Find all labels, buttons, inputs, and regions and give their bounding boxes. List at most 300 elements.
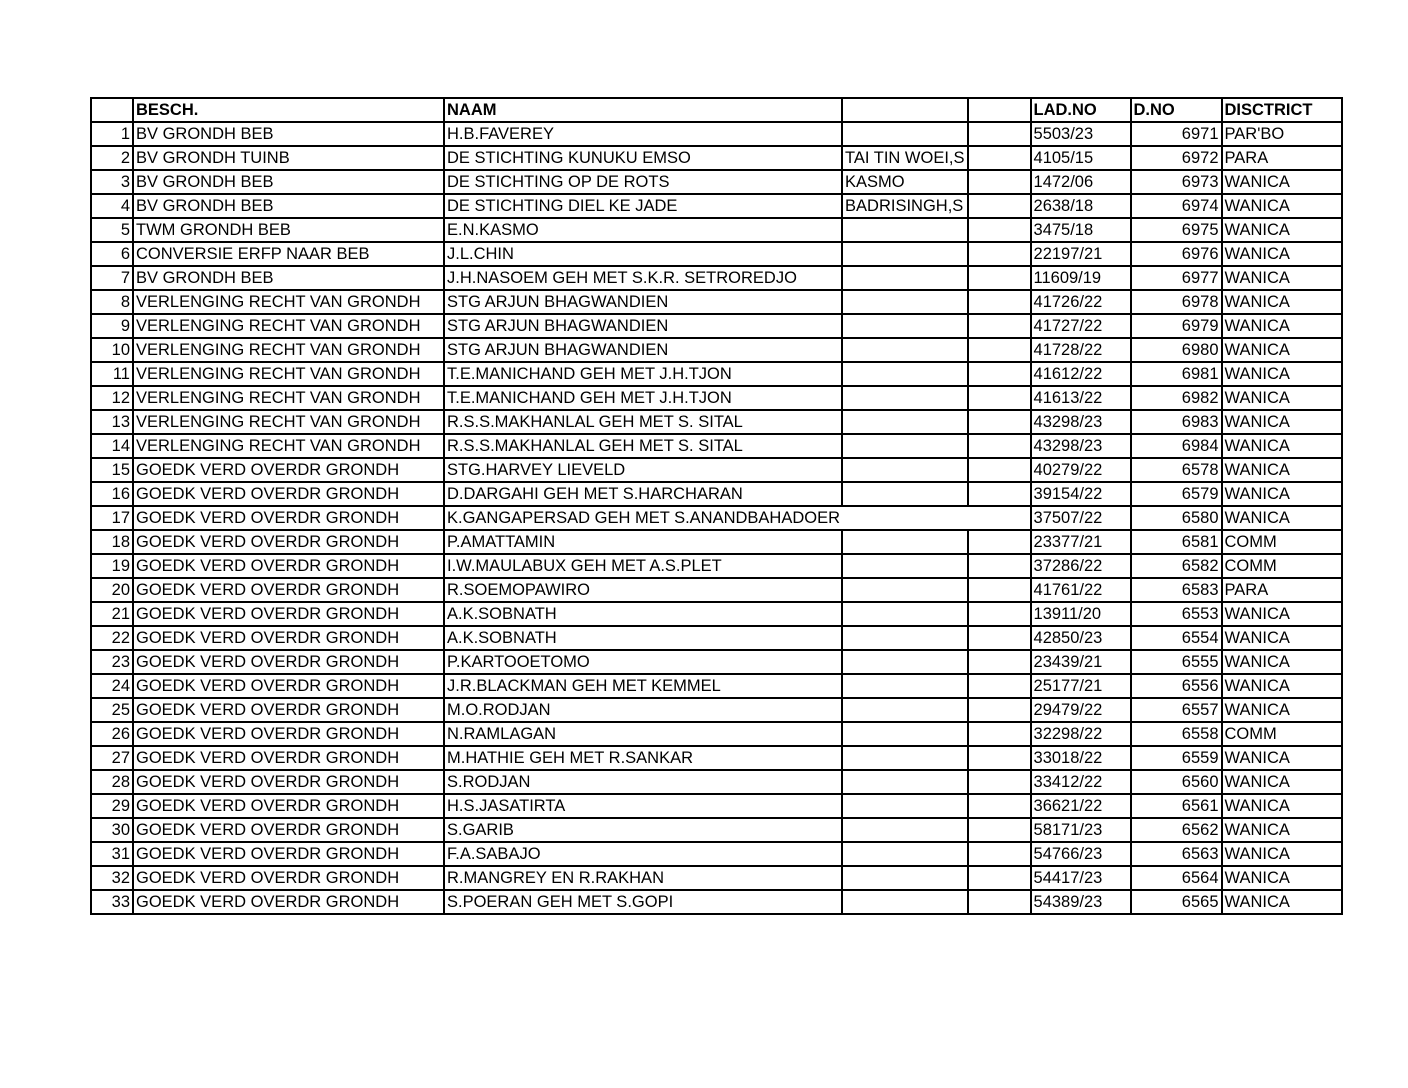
district-cell: WANICA — [1222, 314, 1342, 338]
table-row — [91, 410, 1342, 434]
d-no-cell: 6578 — [1131, 458, 1222, 482]
naam-cell: N.RAMLAGAN — [444, 722, 842, 746]
row-number-cell: 1 — [91, 122, 133, 146]
table-row — [91, 242, 1342, 266]
district-cell: WANICA — [1222, 242, 1342, 266]
row-number-cell: 7 — [91, 266, 133, 290]
lad-no-cell: 13911/20 — [1031, 602, 1131, 626]
row-number-cell: 19 — [91, 554, 133, 578]
extra-cell — [842, 122, 967, 146]
district-cell: WANICA — [1222, 890, 1342, 914]
besch-cell: CONVERSIE ERFP NAAR BEB — [133, 242, 444, 266]
besch-cell: GOEDK VERD OVERDR GRONDH — [133, 842, 444, 866]
besch-cell: GOEDK VERD OVERDR GRONDH — [133, 674, 444, 698]
extra-cell — [842, 458, 967, 482]
extra-cell — [842, 698, 967, 722]
besch-cell: GOEDK VERD OVERDR GRONDH — [133, 578, 444, 602]
besch-cell: VERLENGING RECHT VAN GRONDH — [133, 290, 444, 314]
row-number-cell: 20 — [91, 578, 133, 602]
district-cell: WANICA — [1222, 194, 1342, 218]
d-no-cell: 6561 — [1131, 794, 1222, 818]
naam-cell: STG ARJUN BHAGWANDIEN — [444, 290, 842, 314]
lad-no-cell: 58171/23 — [1031, 818, 1131, 842]
extra-cell — [842, 722, 967, 746]
blank-cell — [968, 722, 1031, 746]
blank-cell — [968, 842, 1031, 866]
naam-cell: P.AMATTAMIN — [444, 530, 842, 554]
table-row — [91, 770, 1342, 794]
naam-cell: R.S.S.MAKHANLAL GEH MET S. SITAL — [444, 434, 842, 458]
extra-cell — [842, 530, 967, 554]
extra-cell — [842, 554, 967, 578]
blank-cell — [968, 674, 1031, 698]
table-row — [91, 626, 1342, 650]
d-no-cell: 6563 — [1131, 842, 1222, 866]
table-row — [91, 698, 1342, 722]
naam-cell: J.H.NASOEM GEH MET S.K.R. SETROREDJO — [444, 266, 842, 290]
besch-cell: VERLENGING RECHT VAN GRONDH — [133, 410, 444, 434]
d-no-cell: 6557 — [1131, 698, 1222, 722]
blank-cell — [968, 146, 1031, 170]
blank-cell — [968, 170, 1031, 194]
lad-no-cell: 3475/18 — [1031, 218, 1131, 242]
register-table — [90, 97, 1343, 915]
district-cell: WANICA — [1222, 362, 1342, 386]
extra-cell: TAI TIN WOEI,S — [842, 146, 967, 170]
table-body — [91, 122, 1342, 914]
naam-cell: DE STICHTING OP DE ROTS — [444, 170, 842, 194]
table-row — [91, 722, 1342, 746]
table-row — [91, 554, 1342, 578]
d-no-cell: 6583 — [1131, 578, 1222, 602]
district-cell: COMM — [1222, 530, 1342, 554]
table-row — [91, 578, 1342, 602]
naam-cell: T.E.MANICHAND GEH MET J.H.TJON — [444, 386, 842, 410]
naam-cell: J.L.CHIN — [444, 242, 842, 266]
lad-no-cell: 40279/22 — [1031, 458, 1131, 482]
d-no-cell: 6581 — [1131, 530, 1222, 554]
district-cell: WANICA — [1222, 434, 1342, 458]
extra-cell — [842, 314, 967, 338]
blank-cell — [968, 866, 1031, 890]
d-no-cell: 6982 — [1131, 386, 1222, 410]
lad-no-cell: 29479/22 — [1031, 698, 1131, 722]
d-no-cell: 6553 — [1131, 602, 1222, 626]
district-cell: WANICA — [1222, 650, 1342, 674]
header-district: DISCTRICT — [1222, 98, 1342, 122]
table-row — [91, 122, 1342, 146]
table-row — [91, 338, 1342, 362]
blank-cell — [968, 770, 1031, 794]
d-no-cell: 6981 — [1131, 362, 1222, 386]
lad-no-cell: 23377/21 — [1031, 530, 1131, 554]
lad-no-cell: 32298/22 — [1031, 722, 1131, 746]
besch-cell: GOEDK VERD OVERDR GRONDH — [133, 506, 444, 530]
d-no-cell: 6973 — [1131, 170, 1222, 194]
district-cell: WANICA — [1222, 626, 1342, 650]
table-row — [91, 674, 1342, 698]
d-no-cell: 6582 — [1131, 554, 1222, 578]
blank-cell — [968, 194, 1031, 218]
besch-cell: BV GRONDH BEB — [133, 122, 444, 146]
besch-cell: TWM GRONDH BEB — [133, 218, 444, 242]
naam-cell: F.A.SABAJO — [444, 842, 842, 866]
table-row — [91, 266, 1342, 290]
district-cell: COMM — [1222, 554, 1342, 578]
blank-cell — [968, 650, 1031, 674]
d-no-cell: 6579 — [1131, 482, 1222, 506]
besch-cell: VERLENGING RECHT VAN GRONDH — [133, 362, 444, 386]
extra-cell — [842, 386, 967, 410]
besch-cell: GOEDK VERD OVERDR GRONDH — [133, 722, 444, 746]
besch-cell: VERLENGING RECHT VAN GRONDH — [133, 434, 444, 458]
district-cell: WANICA — [1222, 866, 1342, 890]
blank-cell — [968, 290, 1031, 314]
naam-cell: I.W.MAULABUX GEH MET A.S.PLET — [444, 554, 842, 578]
district-cell: WANICA — [1222, 338, 1342, 362]
row-number-cell: 26 — [91, 722, 133, 746]
naam-cell: S.RODJAN — [444, 770, 842, 794]
row-number-cell: 16 — [91, 482, 133, 506]
extra-cell — [842, 362, 967, 386]
lad-no-cell: 23439/21 — [1031, 650, 1131, 674]
blank-cell — [968, 626, 1031, 650]
lad-no-cell: 33018/22 — [1031, 746, 1131, 770]
besch-cell: GOEDK VERD OVERDR GRONDH — [133, 866, 444, 890]
row-number-cell: 6 — [91, 242, 133, 266]
d-no-cell: 6972 — [1131, 146, 1222, 170]
lad-no-cell: 4105/15 — [1031, 146, 1131, 170]
d-no-cell: 6559 — [1131, 746, 1222, 770]
row-number-cell: 21 — [91, 602, 133, 626]
naam-cell: E.N.KASMO — [444, 218, 842, 242]
extra-cell — [842, 626, 967, 650]
besch-cell: BV GRONDH BEB — [133, 266, 444, 290]
lad-no-cell: 39154/22 — [1031, 482, 1131, 506]
extra-cell — [842, 602, 967, 626]
district-cell: WANICA — [1222, 218, 1342, 242]
table-row — [91, 362, 1342, 386]
blank-cell — [968, 746, 1031, 770]
table-row — [91, 818, 1342, 842]
blank-cell — [968, 434, 1031, 458]
naam-cell: STG ARJUN BHAGWANDIEN — [444, 314, 842, 338]
table-row — [91, 194, 1342, 218]
besch-cell: GOEDK VERD OVERDR GRONDH — [133, 770, 444, 794]
row-number-cell: 17 — [91, 506, 133, 530]
row-number-cell: 23 — [91, 650, 133, 674]
lad-no-cell: 36621/22 — [1031, 794, 1131, 818]
lad-no-cell: 37286/22 — [1031, 554, 1131, 578]
naam-cell: K.GANGAPERSAD GEH MET S.ANANDBAHADOER — [444, 506, 842, 530]
blank-cell — [968, 122, 1031, 146]
lad-no-cell: 42850/23 — [1031, 626, 1131, 650]
extra-cell — [842, 242, 967, 266]
lad-no-cell: 41612/22 — [1031, 362, 1131, 386]
naam-cell: H.S.JASATIRTA — [444, 794, 842, 818]
table-row — [91, 290, 1342, 314]
extra-cell — [842, 434, 967, 458]
lad-no-cell: 22197/21 — [1031, 242, 1131, 266]
row-number-cell: 15 — [91, 458, 133, 482]
table-row — [91, 434, 1342, 458]
district-cell: PARA — [1222, 578, 1342, 602]
extra-cell — [842, 794, 967, 818]
besch-cell: GOEDK VERD OVERDR GRONDH — [133, 554, 444, 578]
lad-no-cell: 41726/22 — [1031, 290, 1131, 314]
district-cell: PARA — [1222, 146, 1342, 170]
besch-cell: GOEDK VERD OVERDR GRONDH — [133, 890, 444, 914]
besch-cell: BV GRONDH BEB — [133, 194, 444, 218]
lad-no-cell: 11609/19 — [1031, 266, 1131, 290]
lad-no-cell: 43298/23 — [1031, 410, 1131, 434]
naam-cell: A.K.SOBNATH — [444, 626, 842, 650]
extra-cell — [842, 410, 967, 434]
blank-cell — [968, 314, 1031, 338]
naam-cell: DE STICHTING KUNUKU EMSO — [444, 146, 842, 170]
extra-cell — [842, 746, 967, 770]
blank-cell — [968, 482, 1031, 506]
blank-cell — [968, 410, 1031, 434]
d-no-cell: 6556 — [1131, 674, 1222, 698]
row-number-cell: 18 — [91, 530, 133, 554]
header-extra — [842, 98, 967, 122]
blank-cell — [968, 890, 1031, 914]
district-cell: WANICA — [1222, 842, 1342, 866]
blank-cell — [968, 578, 1031, 602]
besch-cell: GOEDK VERD OVERDR GRONDH — [133, 626, 444, 650]
row-number-cell: 29 — [91, 794, 133, 818]
blank-cell — [968, 818, 1031, 842]
row-number-cell: 8 — [91, 290, 133, 314]
blank-cell — [968, 530, 1031, 554]
d-no-cell: 6976 — [1131, 242, 1222, 266]
d-no-cell: 6983 — [1131, 410, 1222, 434]
table-row — [91, 530, 1342, 554]
besch-cell: GOEDK VERD OVERDR GRONDH — [133, 818, 444, 842]
extra-cell — [842, 866, 967, 890]
besch-cell: GOEDK VERD OVERDR GRONDH — [133, 794, 444, 818]
blank-cell — [968, 338, 1031, 362]
row-number-cell: 10 — [91, 338, 133, 362]
lad-no-cell: 41728/22 — [1031, 338, 1131, 362]
extra-cell: KASMO — [842, 170, 967, 194]
naam-cell: A.K.SOBNATH — [444, 602, 842, 626]
district-cell: WANICA — [1222, 698, 1342, 722]
d-no-cell: 6978 — [1131, 290, 1222, 314]
header-number — [91, 98, 133, 122]
extra-cell — [842, 506, 967, 530]
blank-cell — [968, 794, 1031, 818]
lad-no-cell: 2638/18 — [1031, 194, 1131, 218]
besch-cell: GOEDK VERD OVERDR GRONDH — [133, 746, 444, 770]
extra-cell — [842, 578, 967, 602]
d-no-cell: 6971 — [1131, 122, 1222, 146]
table-row — [91, 866, 1342, 890]
row-number-cell: 27 — [91, 746, 133, 770]
d-no-cell: 6975 — [1131, 218, 1222, 242]
besch-cell: GOEDK VERD OVERDR GRONDH — [133, 650, 444, 674]
blank-cell — [968, 554, 1031, 578]
extra-cell — [842, 650, 967, 674]
header-lad-no: LAD.NO — [1031, 98, 1131, 122]
extra-cell — [842, 482, 967, 506]
row-number-cell: 2 — [91, 146, 133, 170]
lad-no-cell: 1472/06 — [1031, 170, 1131, 194]
district-cell: WANICA — [1222, 746, 1342, 770]
d-no-cell: 6555 — [1131, 650, 1222, 674]
district-cell: WANICA — [1222, 290, 1342, 314]
extra-cell — [842, 842, 967, 866]
row-number-cell: 31 — [91, 842, 133, 866]
table-row — [91, 506, 1342, 530]
naam-cell: M.HATHIE GEH MET R.SANKAR — [444, 746, 842, 770]
row-number-cell: 33 — [91, 890, 133, 914]
row-number-cell: 12 — [91, 386, 133, 410]
blank-cell — [968, 362, 1031, 386]
extra-cell — [842, 338, 967, 362]
table-row — [91, 794, 1342, 818]
row-number-cell: 9 — [91, 314, 133, 338]
lad-no-cell: 41727/22 — [1031, 314, 1131, 338]
naam-cell: D.DARGAHI GEH MET S.HARCHARAN — [444, 482, 842, 506]
district-cell: WANICA — [1222, 410, 1342, 434]
besch-cell: GOEDK VERD OVERDR GRONDH — [133, 530, 444, 554]
lad-no-cell: 33412/22 — [1031, 770, 1131, 794]
blank-cell — [968, 458, 1031, 482]
besch-cell: BV GRONDH TUINB — [133, 146, 444, 170]
row-number-cell: 11 — [91, 362, 133, 386]
extra-cell — [842, 290, 967, 314]
district-cell: WANICA — [1222, 482, 1342, 506]
d-no-cell: 6980 — [1131, 338, 1222, 362]
besch-cell: GOEDK VERD OVERDR GRONDH — [133, 458, 444, 482]
besch-cell: BV GRONDH BEB — [133, 170, 444, 194]
d-no-cell: 6554 — [1131, 626, 1222, 650]
blank-cell — [968, 266, 1031, 290]
table-row — [91, 314, 1342, 338]
blank-cell — [968, 602, 1031, 626]
district-cell: WANICA — [1222, 266, 1342, 290]
district-cell: PAR'BO — [1222, 122, 1342, 146]
besch-cell: GOEDK VERD OVERDR GRONDH — [133, 698, 444, 722]
district-cell: WANICA — [1222, 818, 1342, 842]
extra-cell — [842, 770, 967, 794]
row-number-cell: 14 — [91, 434, 133, 458]
header-row — [91, 98, 1342, 122]
naam-cell: STG.HARVEY LIEVELD — [444, 458, 842, 482]
district-cell: WANICA — [1222, 458, 1342, 482]
table-row — [91, 146, 1342, 170]
header-blank — [968, 98, 1031, 122]
naam-cell: J.R.BLACKMAN GEH MET KEMMEL — [444, 674, 842, 698]
lad-no-cell: 37507/22 — [1031, 506, 1131, 530]
lad-no-cell: 54766/23 — [1031, 842, 1131, 866]
extra-cell — [842, 218, 967, 242]
row-number-cell: 5 — [91, 218, 133, 242]
d-no-cell: 6558 — [1131, 722, 1222, 746]
naam-cell: R.SOEMOPAWIRO — [444, 578, 842, 602]
table-row — [91, 170, 1342, 194]
row-number-cell: 30 — [91, 818, 133, 842]
naam-cell: P.KARTOOETOMO — [444, 650, 842, 674]
extra-cell — [842, 266, 967, 290]
blank-cell — [968, 698, 1031, 722]
row-number-cell: 22 — [91, 626, 133, 650]
row-number-cell: 24 — [91, 674, 133, 698]
district-cell: WANICA — [1222, 674, 1342, 698]
district-cell: WANICA — [1222, 602, 1342, 626]
lad-no-cell: 54417/23 — [1031, 866, 1131, 890]
naam-cell: STG ARJUN BHAGWANDIEN — [444, 338, 842, 362]
d-no-cell: 6562 — [1131, 818, 1222, 842]
lad-no-cell: 41613/22 — [1031, 386, 1131, 410]
table-row — [91, 482, 1342, 506]
lad-no-cell: 54389/23 — [1031, 890, 1131, 914]
besch-cell: VERLENGING RECHT VAN GRONDH — [133, 314, 444, 338]
district-cell: COMM — [1222, 722, 1342, 746]
lad-no-cell: 41761/22 — [1031, 578, 1131, 602]
d-no-cell: 6580 — [1131, 506, 1222, 530]
blank-cell — [968, 506, 1031, 530]
d-no-cell: 6977 — [1131, 266, 1222, 290]
naam-cell: R.MANGREY EN R.RAKHAN — [444, 866, 842, 890]
besch-cell: VERLENGING RECHT VAN GRONDH — [133, 338, 444, 362]
table-row — [91, 890, 1342, 914]
naam-cell: S.GARIB — [444, 818, 842, 842]
table-row — [91, 602, 1342, 626]
blank-cell — [968, 218, 1031, 242]
d-no-cell: 6979 — [1131, 314, 1222, 338]
d-no-cell: 6565 — [1131, 890, 1222, 914]
row-number-cell: 28 — [91, 770, 133, 794]
d-no-cell: 6564 — [1131, 866, 1222, 890]
naam-cell: M.O.RODJAN — [444, 698, 842, 722]
naam-cell: T.E.MANICHAND GEH MET J.H.TJON — [444, 362, 842, 386]
besch-cell: GOEDK VERD OVERDR GRONDH — [133, 482, 444, 506]
d-no-cell: 6560 — [1131, 770, 1222, 794]
table-row — [91, 650, 1342, 674]
d-no-cell: 6974 — [1131, 194, 1222, 218]
table-row — [91, 386, 1342, 410]
header-d-no: D.NO — [1131, 98, 1222, 122]
blank-cell — [968, 242, 1031, 266]
row-number-cell: 32 — [91, 866, 133, 890]
header-naam: NAAM — [444, 98, 842, 122]
row-number-cell: 4 — [91, 194, 133, 218]
besch-cell: GOEDK VERD OVERDR GRONDH — [133, 602, 444, 626]
district-cell: WANICA — [1222, 170, 1342, 194]
lad-no-cell: 25177/21 — [1031, 674, 1131, 698]
table-row — [91, 842, 1342, 866]
lad-no-cell: 43298/23 — [1031, 434, 1131, 458]
extra-cell — [842, 818, 967, 842]
row-number-cell: 25 — [91, 698, 133, 722]
blank-cell — [968, 386, 1031, 410]
besch-cell: VERLENGING RECHT VAN GRONDH — [133, 386, 444, 410]
extra-cell: BADRISINGH,S — [842, 194, 967, 218]
d-no-cell: 6984 — [1131, 434, 1222, 458]
district-cell: WANICA — [1222, 386, 1342, 410]
naam-cell: DE STICHTING DIEL KE JADE — [444, 194, 842, 218]
district-cell: WANICA — [1222, 770, 1342, 794]
extra-cell — [842, 674, 967, 698]
naam-cell: H.B.FAVEREY — [444, 122, 842, 146]
row-number-cell: 13 — [91, 410, 133, 434]
naam-cell: R.S.S.MAKHANLAL GEH MET S. SITAL — [444, 410, 842, 434]
header-besch: BESCH. — [133, 98, 444, 122]
district-cell: WANICA — [1222, 506, 1342, 530]
